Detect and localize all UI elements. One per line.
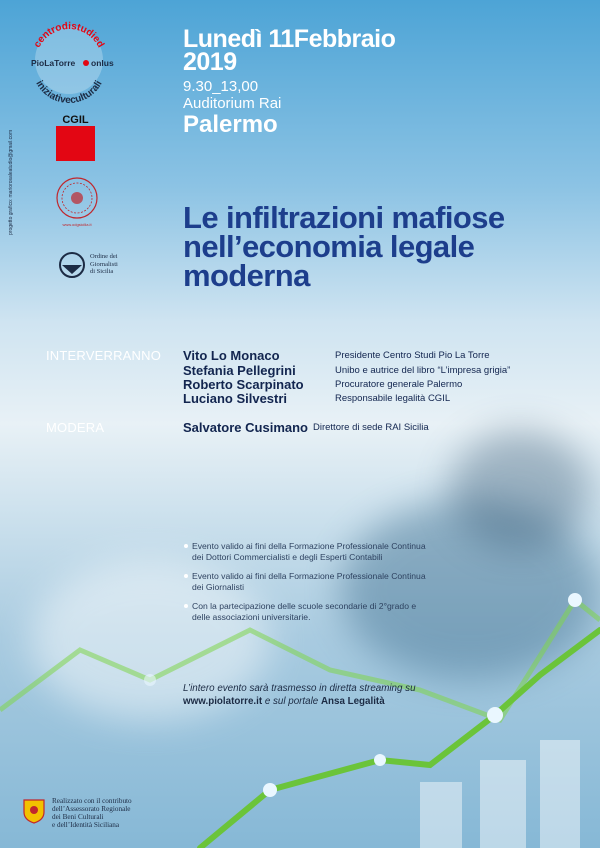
event-year: 2019 [183, 48, 237, 76]
bg-glow-2 [450, 430, 590, 550]
odg-logo [59, 248, 139, 288]
trend-point [144, 674, 156, 686]
seal-logo [55, 176, 99, 230]
note-item: Evento valido ai fini della Formazione Professionale Continua dei Giornalisti [186, 571, 426, 593]
trend-point [487, 707, 503, 723]
trend-point [568, 593, 582, 607]
moderator-label: MODERA [46, 420, 105, 435]
bar [420, 782, 462, 848]
speaker-name: Stefania Pellegrini [183, 363, 296, 378]
piolatorre-dot-icon [83, 60, 89, 66]
moderator-role: Direttore di sede RAI Sicilia [313, 422, 429, 433]
cgil-red-block [56, 126, 95, 161]
region-credit [52, 797, 132, 829]
speaker-name: Roberto Scarpinato [183, 377, 304, 392]
event-venue: Auditorium Rai [183, 95, 282, 112]
seal-url: www.odgsicilia.it [62, 222, 92, 227]
note-item: Evento valido ai fini della Formazione Professionale Continua dei Dottori Commercialisti e degli Esperti Contabili [186, 541, 426, 563]
region-line-3: dei Beni Culturali [52, 813, 104, 821]
streaming-info [183, 682, 416, 708]
piolatorre-logo [14, 14, 124, 104]
speaker-name: Vito Lo Monaco [183, 348, 280, 363]
odg-line-1: Ordine dei [90, 253, 118, 260]
piolatorre-onlus: onlus [91, 58, 114, 68]
moderator-name: Salvatore Cusimano [183, 420, 308, 435]
cgil-label: CGIL [62, 114, 89, 126]
speaker-role: Procuratore generale Palermo [335, 379, 463, 390]
title-line-2: nell’economia legale [183, 229, 475, 264]
event-header [183, 25, 396, 138]
region-line-4: e dell’Identità Siciliana [52, 821, 120, 829]
event-city: Palermo [183, 111, 278, 138]
speakers-label: INTERVERRANNO [46, 348, 162, 363]
odg-line-3: di Sicilia [90, 268, 114, 275]
event-notes [186, 541, 426, 631]
speaker-name: Luciano Silvestri [183, 391, 288, 406]
region-line-2: dell’Assessorato Regionale [52, 805, 131, 813]
cgil-logo [56, 114, 95, 161]
streaming-portal: Ansa Legalità [320, 696, 385, 707]
odg-line-2: Giornalisti [90, 260, 118, 268]
design-credits: progetto grafico: mariorosaleatudio@gmail.com [8, 129, 14, 235]
title-line-3: moderna [183, 258, 310, 293]
speaker-role: Responsabile legalità CGIL [335, 393, 451, 404]
note-item: Con la partecipazione delle scuole secondarie di 2°grado e delle associazioni universitarie. [186, 601, 426, 623]
speaker-role: Presidente Centro Studi Pio La Torre [335, 350, 490, 361]
streaming-site-link[interactable]: www.piolatorre.it [183, 696, 263, 707]
bar [540, 740, 580, 848]
trend-point [263, 783, 277, 797]
event-date: Lunedì 11Febbraio [183, 25, 396, 53]
event-title [183, 200, 505, 293]
sicily-region-emblem-icon [22, 798, 46, 824]
trend-point [374, 754, 386, 766]
piolatorre-name: PioLaTorre [31, 58, 76, 68]
event-time: 9.30_13,00 [183, 78, 259, 95]
title-line-1: Le infiltrazioni mafiose [183, 200, 505, 235]
odg-emblem-icon [59, 252, 85, 278]
streaming-text: L’intero evento sarà trasmesso in diretta streaming su [183, 683, 416, 694]
bar [480, 760, 526, 848]
speaker-role: Unibo e autrice del libro “L’impresa grigia” [335, 365, 511, 376]
streaming-mid-text: e sul portale [262, 696, 321, 707]
region-line-1: Realizzato con il contributo [52, 797, 132, 805]
piolatorre-arc-bottom: iniziativeculturali [33, 78, 105, 104]
piolatorre-arc-top: centrodistudied [31, 20, 107, 50]
